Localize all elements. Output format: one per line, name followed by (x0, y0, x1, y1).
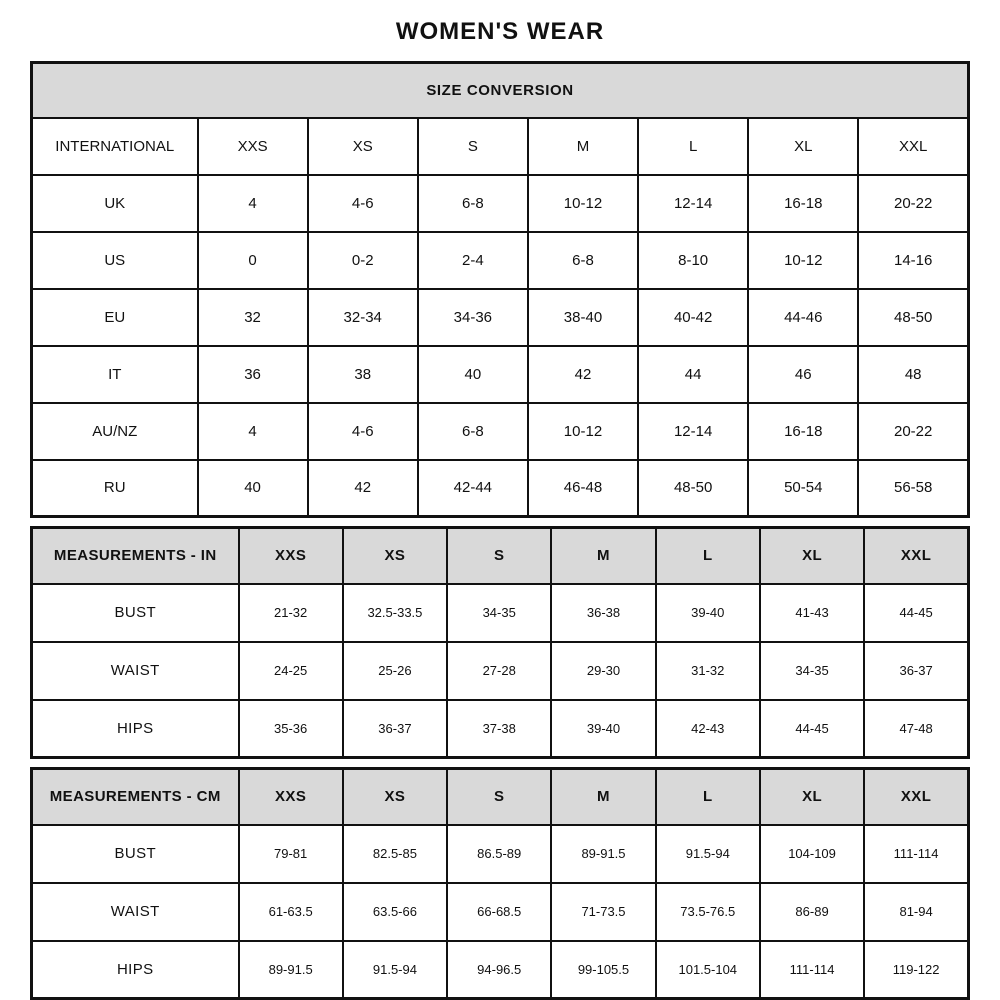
size-value-cell: 6-8 (528, 232, 638, 289)
size-value-cell: 16-18 (748, 175, 858, 232)
size-column-header: M (528, 118, 638, 175)
size-value-cell: 6-8 (418, 175, 528, 232)
size-column-header: XS (308, 118, 418, 175)
table-row (32, 175, 969, 232)
measurement-value-cell: 73.5-76.5 (656, 883, 760, 941)
measurement-value-cell: 86-89 (760, 883, 864, 941)
measurement-value-cell: 27-28 (447, 642, 551, 700)
size-column-header: XL (760, 528, 864, 584)
size-column-header: M (551, 528, 655, 584)
size-value-cell: 42 (308, 460, 418, 517)
row-label: RU (32, 460, 198, 517)
table-header-label: MEASUREMENTS - CM (32, 769, 239, 825)
row-label: EU (32, 289, 198, 346)
measurement-value-cell: 63.5-66 (343, 883, 447, 941)
measurement-value-cell: 36-37 (864, 642, 968, 700)
size-value-cell: 32-34 (308, 289, 418, 346)
measurement-value-cell: 99-105.5 (551, 941, 655, 999)
measurement-value-cell: 21-32 (239, 584, 343, 642)
table-header-row (32, 528, 969, 584)
size-value-cell: 40 (418, 346, 528, 403)
measurement-value-cell: 24-25 (239, 642, 343, 700)
size-value-cell: 6-8 (418, 403, 528, 460)
measurement-value-cell: 71-73.5 (551, 883, 655, 941)
table-row (32, 346, 969, 403)
measurement-value-cell: 34-35 (447, 584, 551, 642)
measurement-value-cell: 86.5-89 (447, 825, 551, 883)
table-banner-row (32, 63, 969, 118)
row-label: WAIST (32, 642, 239, 700)
measurement-value-cell: 79-81 (239, 825, 343, 883)
row-label: US (32, 232, 198, 289)
measurement-value-cell: 82.5-85 (343, 825, 447, 883)
size-value-cell: 10-12 (528, 403, 638, 460)
measurement-value-cell: 111-114 (864, 825, 968, 883)
size-value-cell: 42 (528, 346, 638, 403)
table-header-label: MEASUREMENTS - IN (32, 528, 239, 584)
measurement-value-cell: 91.5-94 (343, 941, 447, 999)
measurement-value-cell: 36-38 (551, 584, 655, 642)
measurement-value-cell: 104-109 (760, 825, 864, 883)
size-column-header: S (447, 769, 551, 825)
size-value-cell: 14-16 (858, 232, 968, 289)
row-label: HIPS (32, 941, 239, 999)
size-value-cell: 10-12 (528, 175, 638, 232)
measurement-value-cell: 89-91.5 (239, 941, 343, 999)
measurement-value-cell: 119-122 (864, 941, 968, 999)
size-value-cell: 44-46 (748, 289, 858, 346)
size-column-header: XS (343, 769, 447, 825)
table-row (32, 700, 969, 758)
size-value-cell: 46-48 (528, 460, 638, 517)
measurement-value-cell: 34-35 (760, 642, 864, 700)
measurement-value-cell: 39-40 (656, 584, 760, 642)
measurement-value-cell: 31-32 (656, 642, 760, 700)
size-value-cell: 4 (198, 175, 308, 232)
size-value-cell: 40 (198, 460, 308, 517)
table-row (32, 941, 969, 999)
table-row (32, 642, 969, 700)
measurement-value-cell: 94-96.5 (447, 941, 551, 999)
size-value-cell: 4-6 (308, 403, 418, 460)
table-row (32, 883, 969, 941)
size-column-header: L (656, 769, 760, 825)
size-value-cell: 0 (198, 232, 308, 289)
size-value-cell: 8-10 (638, 232, 748, 289)
size-value-cell: 34-36 (418, 289, 528, 346)
measurements-cm-table (30, 767, 970, 1000)
size-value-cell: 0-2 (308, 232, 418, 289)
size-column-header: XS (343, 528, 447, 584)
table-header-row (32, 769, 969, 825)
table-row (32, 825, 969, 883)
row-label: BUST (32, 584, 239, 642)
measurement-value-cell: 89-91.5 (551, 825, 655, 883)
size-value-cell: 20-22 (858, 175, 968, 232)
measurement-value-cell: 44-45 (760, 700, 864, 758)
size-value-cell: 48-50 (638, 460, 748, 517)
column-header-row (32, 118, 969, 175)
size-column-header: XXL (858, 118, 968, 175)
size-value-cell: 40-42 (638, 289, 748, 346)
measurement-value-cell: 35-36 (239, 700, 343, 758)
measurement-value-cell: 81-94 (864, 883, 968, 941)
size-value-cell: 2-4 (418, 232, 528, 289)
row-label: HIPS (32, 700, 239, 758)
measurement-value-cell: 111-114 (760, 941, 864, 999)
table-row (32, 584, 969, 642)
row-label: IT (32, 346, 198, 403)
measurement-value-cell: 66-68.5 (447, 883, 551, 941)
measurement-value-cell: 91.5-94 (656, 825, 760, 883)
size-column-header: XXS (239, 528, 343, 584)
measurement-value-cell: 29-30 (551, 642, 655, 700)
size-column-header: XXS (239, 769, 343, 825)
size-column-header: XXL (864, 769, 968, 825)
size-value-cell: 48-50 (858, 289, 968, 346)
measurement-value-cell: 37-38 (447, 700, 551, 758)
size-column-header: S (447, 528, 551, 584)
size-value-cell: 12-14 (638, 175, 748, 232)
measurement-value-cell: 41-43 (760, 584, 864, 642)
size-column-header: XXL (864, 528, 968, 584)
table-row (32, 289, 969, 346)
size-column-header: XXS (198, 118, 308, 175)
size-value-cell: 56-58 (858, 460, 968, 517)
measurement-value-cell: 61-63.5 (239, 883, 343, 941)
measurement-value-cell: 42-43 (656, 700, 760, 758)
size-value-cell: 36 (198, 346, 308, 403)
size-value-cell: 48 (858, 346, 968, 403)
size-value-cell: 38 (308, 346, 418, 403)
measurement-value-cell: 39-40 (551, 700, 655, 758)
size-value-cell: 10-12 (748, 232, 858, 289)
size-conversion-table (30, 61, 970, 518)
size-column-header: L (656, 528, 760, 584)
measurement-value-cell: 25-26 (343, 642, 447, 700)
measurement-value-cell: 47-48 (864, 700, 968, 758)
size-value-cell: 42-44 (418, 460, 528, 517)
row-label: AU/NZ (32, 403, 198, 460)
size-value-cell: 32 (198, 289, 308, 346)
size-value-cell: 4-6 (308, 175, 418, 232)
size-value-cell: 4 (198, 403, 308, 460)
table-row (32, 460, 969, 517)
measurement-value-cell: 44-45 (864, 584, 968, 642)
size-value-cell: 20-22 (858, 403, 968, 460)
table-banner: SIZE CONVERSION (32, 63, 969, 118)
page-title: WOMEN'S WEAR (395, 18, 605, 45)
table-row (32, 232, 969, 289)
size-column-header: XL (760, 769, 864, 825)
measurements-in-table (30, 526, 970, 759)
row-label: WAIST (32, 883, 239, 941)
size-column-header: S (418, 118, 528, 175)
measurement-value-cell: 101.5-104 (656, 941, 760, 999)
row-label: UK (32, 175, 198, 232)
size-column-header: XL (748, 118, 858, 175)
size-value-cell: 46 (748, 346, 858, 403)
size-column-header: L (638, 118, 748, 175)
measurement-value-cell: 36-37 (343, 700, 447, 758)
size-column-header: M (551, 769, 655, 825)
size-value-cell: 44 (638, 346, 748, 403)
row-label: BUST (32, 825, 239, 883)
size-value-cell: 50-54 (748, 460, 858, 517)
table-row (32, 403, 969, 460)
size-value-cell: 16-18 (748, 403, 858, 460)
row-label-header: INTERNATIONAL (32, 118, 198, 175)
size-value-cell: 12-14 (638, 403, 748, 460)
size-value-cell: 38-40 (528, 289, 638, 346)
measurement-value-cell: 32.5-33.5 (343, 584, 447, 642)
